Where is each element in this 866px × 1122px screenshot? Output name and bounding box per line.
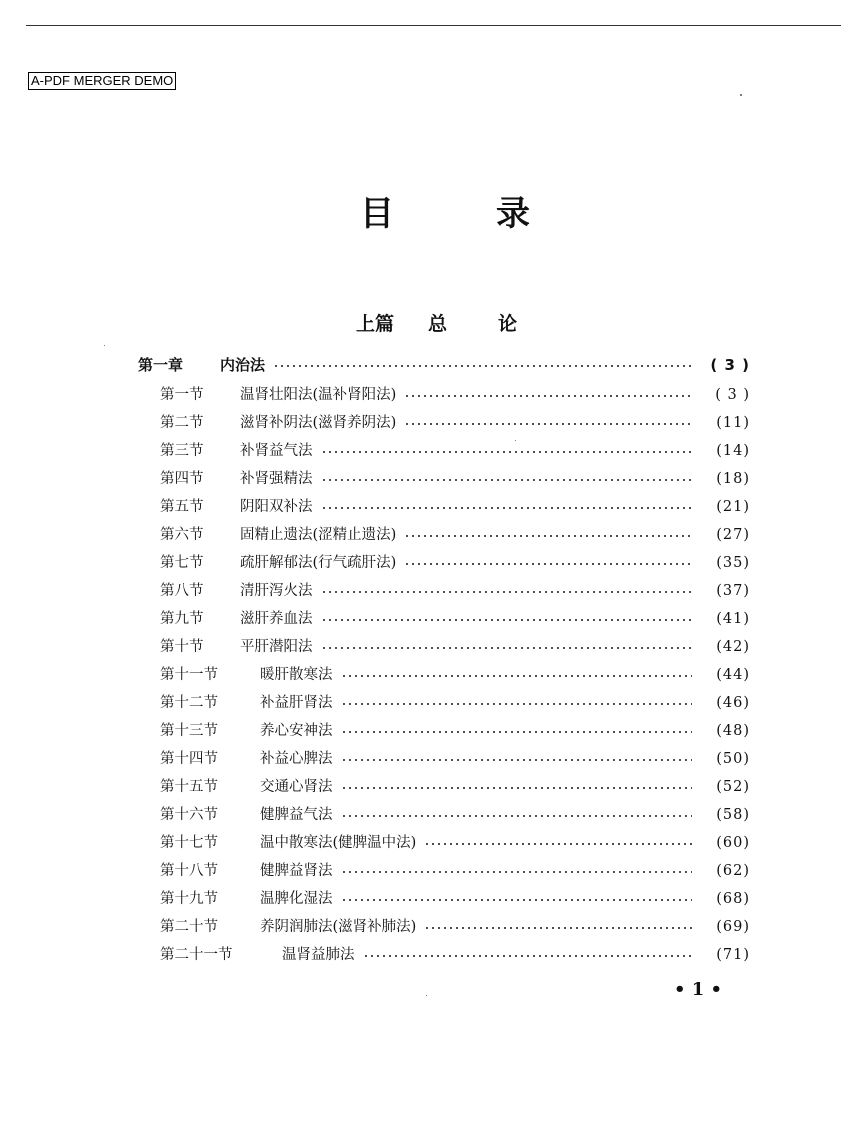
part-heading-word-2: 论 — [498, 313, 518, 335]
leader-dots — [404, 423, 692, 425]
top-rule — [26, 25, 841, 26]
section-page: (58) — [716, 807, 750, 823]
section-label: 第五节 — [160, 499, 204, 515]
section-label: 第十六节 — [160, 807, 218, 823]
leader-dots — [404, 395, 692, 397]
toc-section-row[interactable] — [160, 746, 750, 772]
section-name: 温肾壮阳法(温补肾阳法) — [240, 387, 397, 403]
toc-section-row[interactable] — [160, 690, 750, 716]
section-name: 温中散寒法(健脾温中法) — [260, 835, 417, 851]
leader-dots — [321, 451, 693, 453]
toc-section-row[interactable] — [160, 634, 750, 660]
leader-dots — [321, 507, 693, 509]
toc-section-row[interactable] — [160, 718, 750, 744]
leader-dots — [341, 871, 693, 873]
section-page: (21) — [716, 499, 750, 515]
watermark-label: A-PDF MERGER DEMO — [28, 72, 176, 90]
section-page: (46) — [716, 695, 750, 711]
section-page: (37) — [716, 583, 750, 599]
scan-speck — [104, 345, 105, 346]
section-page: (50) — [716, 751, 750, 767]
section-label: 第八节 — [160, 583, 204, 599]
page-title — [360, 190, 530, 238]
leader-dots — [341, 731, 693, 733]
section-label: 第二节 — [160, 415, 204, 431]
toc-section-row[interactable] — [160, 578, 750, 604]
section-name: 交通心肾法 — [260, 779, 333, 795]
section-page: (68) — [716, 891, 750, 907]
section-page: (52) — [716, 779, 750, 795]
part-heading-word-1: 总 — [428, 313, 448, 335]
section-name: 滋肾补阴法(滋肾养阴法) — [240, 415, 397, 431]
chapter-label: 第一章 — [138, 356, 184, 374]
section-page: (27) — [716, 527, 750, 543]
leader-dots — [321, 591, 693, 593]
section-label: 第六节 — [160, 527, 204, 543]
toc-section-row[interactable] — [160, 914, 750, 940]
toc-section-row[interactable] — [160, 466, 750, 492]
section-page: (11) — [716, 415, 750, 431]
toc-section-row[interactable] — [160, 494, 750, 520]
page-number: • 1 • — [673, 979, 723, 1000]
leader-dots — [321, 619, 693, 621]
toc-section-row[interactable] — [160, 438, 750, 464]
scan-speck — [740, 94, 742, 96]
section-label: 第七节 — [160, 555, 204, 571]
section-name: 补肾强精法 — [240, 471, 313, 487]
toc-section-row[interactable] — [160, 382, 750, 408]
section-name: 阴阳双补法 — [240, 499, 313, 515]
section-page: (62) — [716, 863, 750, 879]
section-page: (48) — [716, 723, 750, 739]
section-page: (69) — [716, 919, 750, 935]
section-name: 清肝泻火法 — [240, 583, 313, 599]
section-label: 第一节 — [160, 387, 204, 403]
scan-speck — [426, 995, 427, 996]
leader-dots — [341, 899, 693, 901]
section-label: 第十节 — [160, 639, 204, 655]
leader-dots — [424, 843, 692, 845]
section-label: 第十七节 — [160, 835, 218, 851]
leader-dots — [341, 703, 693, 705]
toc-section-row[interactable] — [160, 662, 750, 688]
section-page: (42) — [716, 639, 750, 655]
leader-dots — [321, 647, 693, 649]
toc-section-row[interactable] — [160, 522, 750, 548]
section-label: 第十五节 — [160, 779, 218, 795]
toc-section-row[interactable] — [160, 942, 750, 968]
section-page: (18) — [716, 471, 750, 487]
toc-section-row[interactable] — [160, 606, 750, 632]
section-page: (44) — [716, 667, 750, 683]
leader-dots — [404, 535, 692, 537]
toc-chapter-row[interactable] — [138, 352, 750, 378]
section-label: 第十八节 — [160, 863, 218, 879]
section-name: 疏肝解郁法(行气疏肝法) — [240, 555, 397, 571]
title-char-1: 目 — [360, 194, 394, 234]
part-heading — [356, 310, 517, 338]
leader-dots — [363, 955, 693, 957]
leader-dots — [341, 759, 693, 761]
section-name: 补益肝肾法 — [260, 695, 333, 711]
section-label: 第十九节 — [160, 891, 218, 907]
section-label: 第十四节 — [160, 751, 218, 767]
leader-dots — [424, 927, 692, 929]
section-label: 第三节 — [160, 443, 204, 459]
section-page: (60) — [716, 835, 750, 851]
section-label: 第二十一节 — [160, 947, 233, 963]
leader-dots — [341, 815, 693, 817]
toc-section-row[interactable] — [160, 858, 750, 884]
toc-section-row[interactable] — [160, 410, 750, 436]
section-page: ( 3 ) — [715, 387, 750, 403]
toc-section-row[interactable] — [160, 802, 750, 828]
toc-section-row[interactable] — [160, 774, 750, 800]
section-label: 第九节 — [160, 611, 204, 627]
section-name: 健脾益肾法 — [260, 863, 333, 879]
chapter-name: 内治法 — [220, 356, 266, 374]
section-label: 第二十节 — [160, 919, 218, 935]
section-name: 养阴润肺法(滋肾补肺法) — [260, 919, 417, 935]
section-page: (71) — [716, 947, 750, 963]
section-label: 第十二节 — [160, 695, 218, 711]
chapter-page: ( 3 ) — [710, 356, 750, 374]
section-page: (14) — [716, 443, 750, 459]
section-name: 养心安神法 — [260, 723, 333, 739]
section-name: 滋肝养血法 — [240, 611, 313, 627]
section-label: 第十一节 — [160, 667, 218, 683]
leader-dots — [341, 787, 693, 789]
leader-dots — [273, 365, 692, 367]
section-name: 补益心脾法 — [260, 751, 333, 767]
toc-section-row[interactable] — [160, 830, 750, 856]
section-name: 补肾益气法 — [240, 443, 313, 459]
section-name: 温脾化湿法 — [260, 891, 333, 907]
section-name: 温肾益肺法 — [282, 947, 355, 963]
toc-section-row[interactable] — [160, 886, 750, 912]
section-name: 固精止遗法(涩精止遗法) — [240, 527, 397, 543]
leader-dots — [404, 563, 692, 565]
leader-dots — [341, 675, 693, 677]
section-label: 第四节 — [160, 471, 204, 487]
section-name: 暖肝散寒法 — [260, 667, 333, 683]
section-label: 第十三节 — [160, 723, 218, 739]
section-page: (41) — [716, 611, 750, 627]
part-heading-part: 上篇 — [356, 313, 395, 335]
section-name: 健脾益气法 — [260, 807, 333, 823]
section-name: 平肝潜阳法 — [240, 639, 313, 655]
toc-section-row[interactable] — [160, 550, 750, 576]
section-page: (35) — [716, 555, 750, 571]
title-char-2: 录 — [496, 194, 530, 234]
leader-dots — [321, 479, 693, 481]
